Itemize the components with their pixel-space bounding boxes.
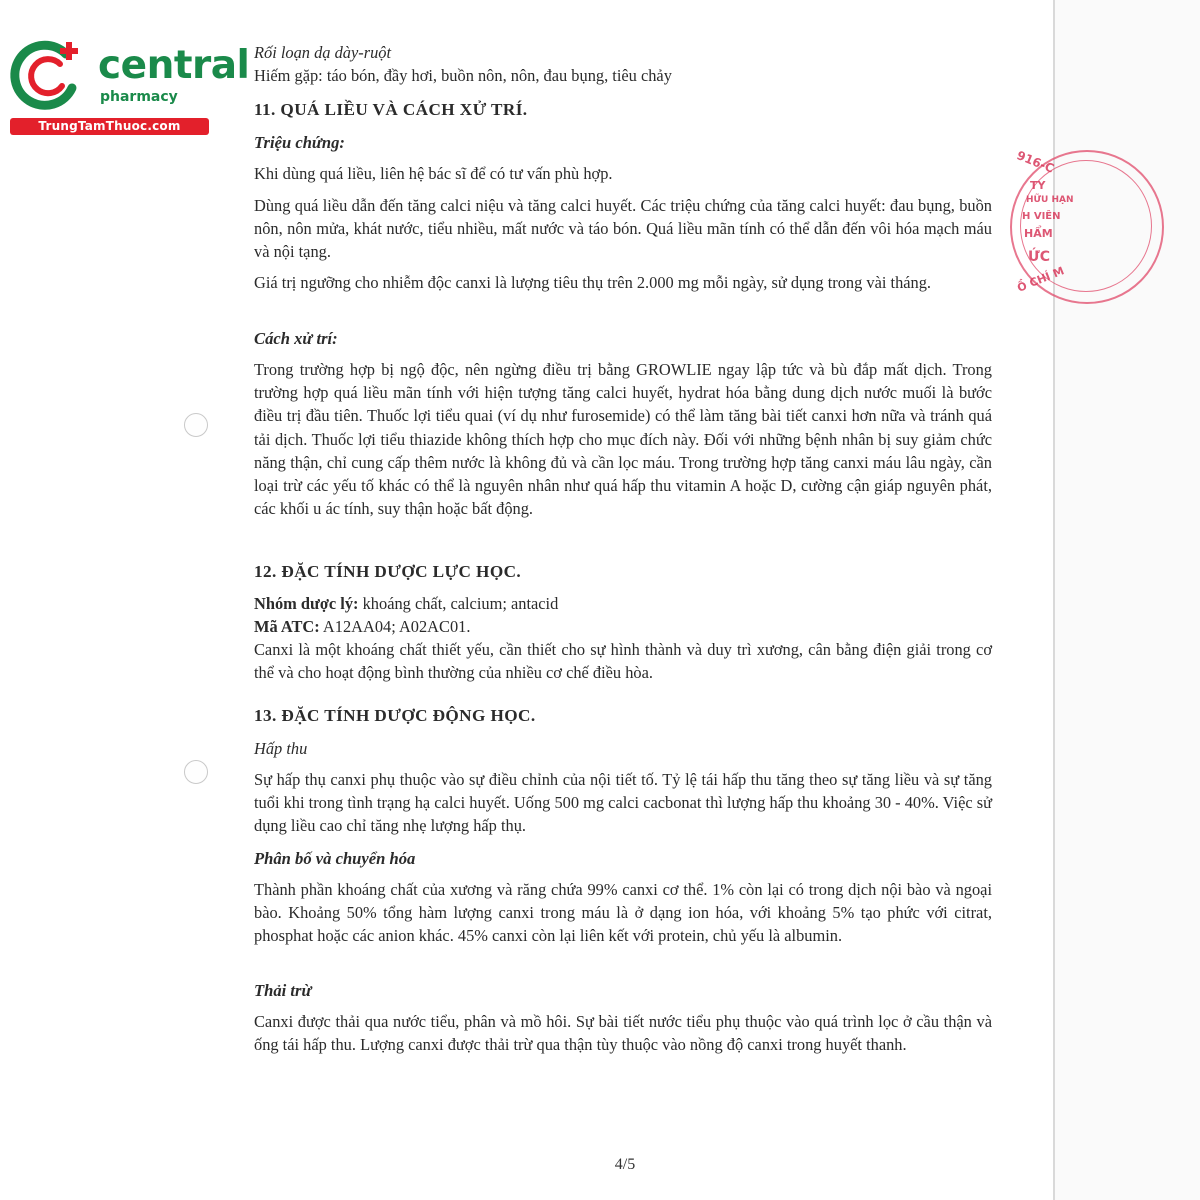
section-12-body: Canxi là một khoáng chất thiết yếu, cần thiết cho sự hình thành và duy trì xương, cân bằng điện giải trong cơ thể và cho hoạt động bình thường của nhiều cơ chế điều hòa. [254,640,992,683]
treatment-title: Cách xử trí: [254,329,338,348]
stamp-text-5: HẨM [1024,227,1053,240]
symptoms-title: Triệu chứng: [254,133,345,152]
pharmacological-group [254,592,992,615]
elimination-paragraph: Canxi được thải qua nước tiểu, phân và mồ hôi. Sự bài tiết nước tiểu phụ thuộc vào quá trình lọc ở cầu thận và ống tái hấp thu. Lượng canxi được thải trừ qua thận tùy thuộc vào nồng độ canxi trong huyết thanh. [254,1012,992,1055]
punch-hole-top [184,413,208,437]
atc-value: A12AA04; A02AC01. [319,617,471,636]
logo-subtitle: pharmacy [100,89,178,105]
distribution-title: Phân bố và chuyển hóa [254,849,416,868]
intro-line: Hiếm gặp: táo bón, đầy hơi, buồn nôn, nôn, đau bụng, tiêu chảy [254,66,672,85]
treatment-paragraph: Trong trường hợp bị ngộ độc, nên ngừng điều trị bằng GROWLIE ngay lập tức và bù đắp mất dịch. Trong trường hợp quá liều mãn tính với hiện tượng tăng calci huyết, hydrat hóa bằng dung dịch nước muối là bước điều trị đầu tiên. Thuốc lợi tiểu quai (ví dụ như furosemide) có thể làm tăng bài tiết canxi hơn nữa và tránh quá tải dịch. Thuốc lợi tiểu thiazide không thích hợp cho mục đích này. Đối với những bệnh nhân bị suy giảm chức năng thận, chỉ cung cấp thêm nước là không đủ và cần lọc máu. Trong trường hợp tăng canxi máu lâu ngày, cần loại trừ các yếu tố khác có thể là nguyên nhân như quá hấp thu vitamin A hoặc D, cường cận giáp nguyên phát, các khối u ác tính, suy thận hoặc bất động. [254,360,992,519]
intro-italic: Rối loạn dạ dày-ruột [254,43,392,62]
page-number: 4/5 [614,1156,636,1173]
symptoms-paragraph-3: Giá trị ngưỡng cho nhiễm độc canxi là lượng tiêu thụ trên 2.000 mg mỗi ngày, sử dụng trong vài tháng. [254,273,932,292]
section-13-heading: 13. ĐẶC TÍNH DƯỢC ĐỘNG HỌC. [254,706,536,725]
symptoms-paragraph-1: Khi dùng quá liều, liên hệ bác sĩ để có tư vấn phù hợp. [254,164,613,183]
stamp-text-6: ỨC [1028,249,1050,265]
logo-mark-icon [10,36,92,118]
logo-name: central [98,43,250,88]
group-value: khoáng chất, calcium; antacid [358,594,559,613]
group-label: Nhóm dược lý: [254,594,359,613]
absorption-title: Hấp thu [254,739,308,758]
absorption-paragraph: Sự hấp thụ canxi phụ thuộc vào sự điều chỉnh của nội tiết tố. Tỷ lệ tái hấp thu tăng theo sự tăng liều và sự tăng tuổi khi trong tình trạng hạ calci huyết. Uống 500 mg calci cacbonat thì lượng hấp thu khoảng 30 - 40%. Việc sử dụng liều cao chỉ tăng nhẹ lượng hấp thụ. [254,770,992,836]
distribution-paragraph: Thành phần khoáng chất của xương và răng chứa 99% canxi cơ thể. 1% còn lại có trong dịch nội bào và ngoại bào. Khoảng 50% tổng hàm lượng canxi trong máu là ở dạng ion hóa, với khoảng 5% tạo phức với citrat, phosphat hoặc các anion khác. 45% canxi còn lại liên kết với protein, chủ yếu là albumin. [254,880,992,946]
atc-code [254,615,992,638]
section-12-heading: 12. ĐẶC TÍNH DƯỢC LỰC HỌC. [254,562,522,581]
central-pharmacy-logo[interactable] [10,36,250,136]
stamp-text-2: TY [1030,179,1046,192]
company-stamp [1008,148,1074,310]
section-11-heading: 11. QUÁ LIỀU VÀ CÁCH XỬ TRÍ. [254,100,528,119]
symptoms-paragraph-2: Dùng quá liều dẫn đến tăng calci niệu và tăng calci huyết. Các triệu chứng của tăng calci huyết: đau bụng, buồn nôn, nôn mửa, khát nước, tiểu nhiều, mất nước và táo bón. Quá liều mãn tính có thể dẫn đến vôi hóa mạch máu và nội tạng. [254,196,992,262]
punch-hole-bottom [184,760,208,784]
stamp-text-7: Ồ CHÍ M [1015,264,1066,295]
stamp-text-1: 916-C [1014,148,1057,176]
stamp-text-4: H VIÊN [1022,211,1061,222]
atc-label: Mã ATC: [254,617,320,636]
elimination-title: Thải trừ [254,981,312,1000]
stamp-text-3: HỮU HẠN [1026,195,1074,205]
logo-website[interactable]: TrungTamThuoc.com [10,118,209,135]
